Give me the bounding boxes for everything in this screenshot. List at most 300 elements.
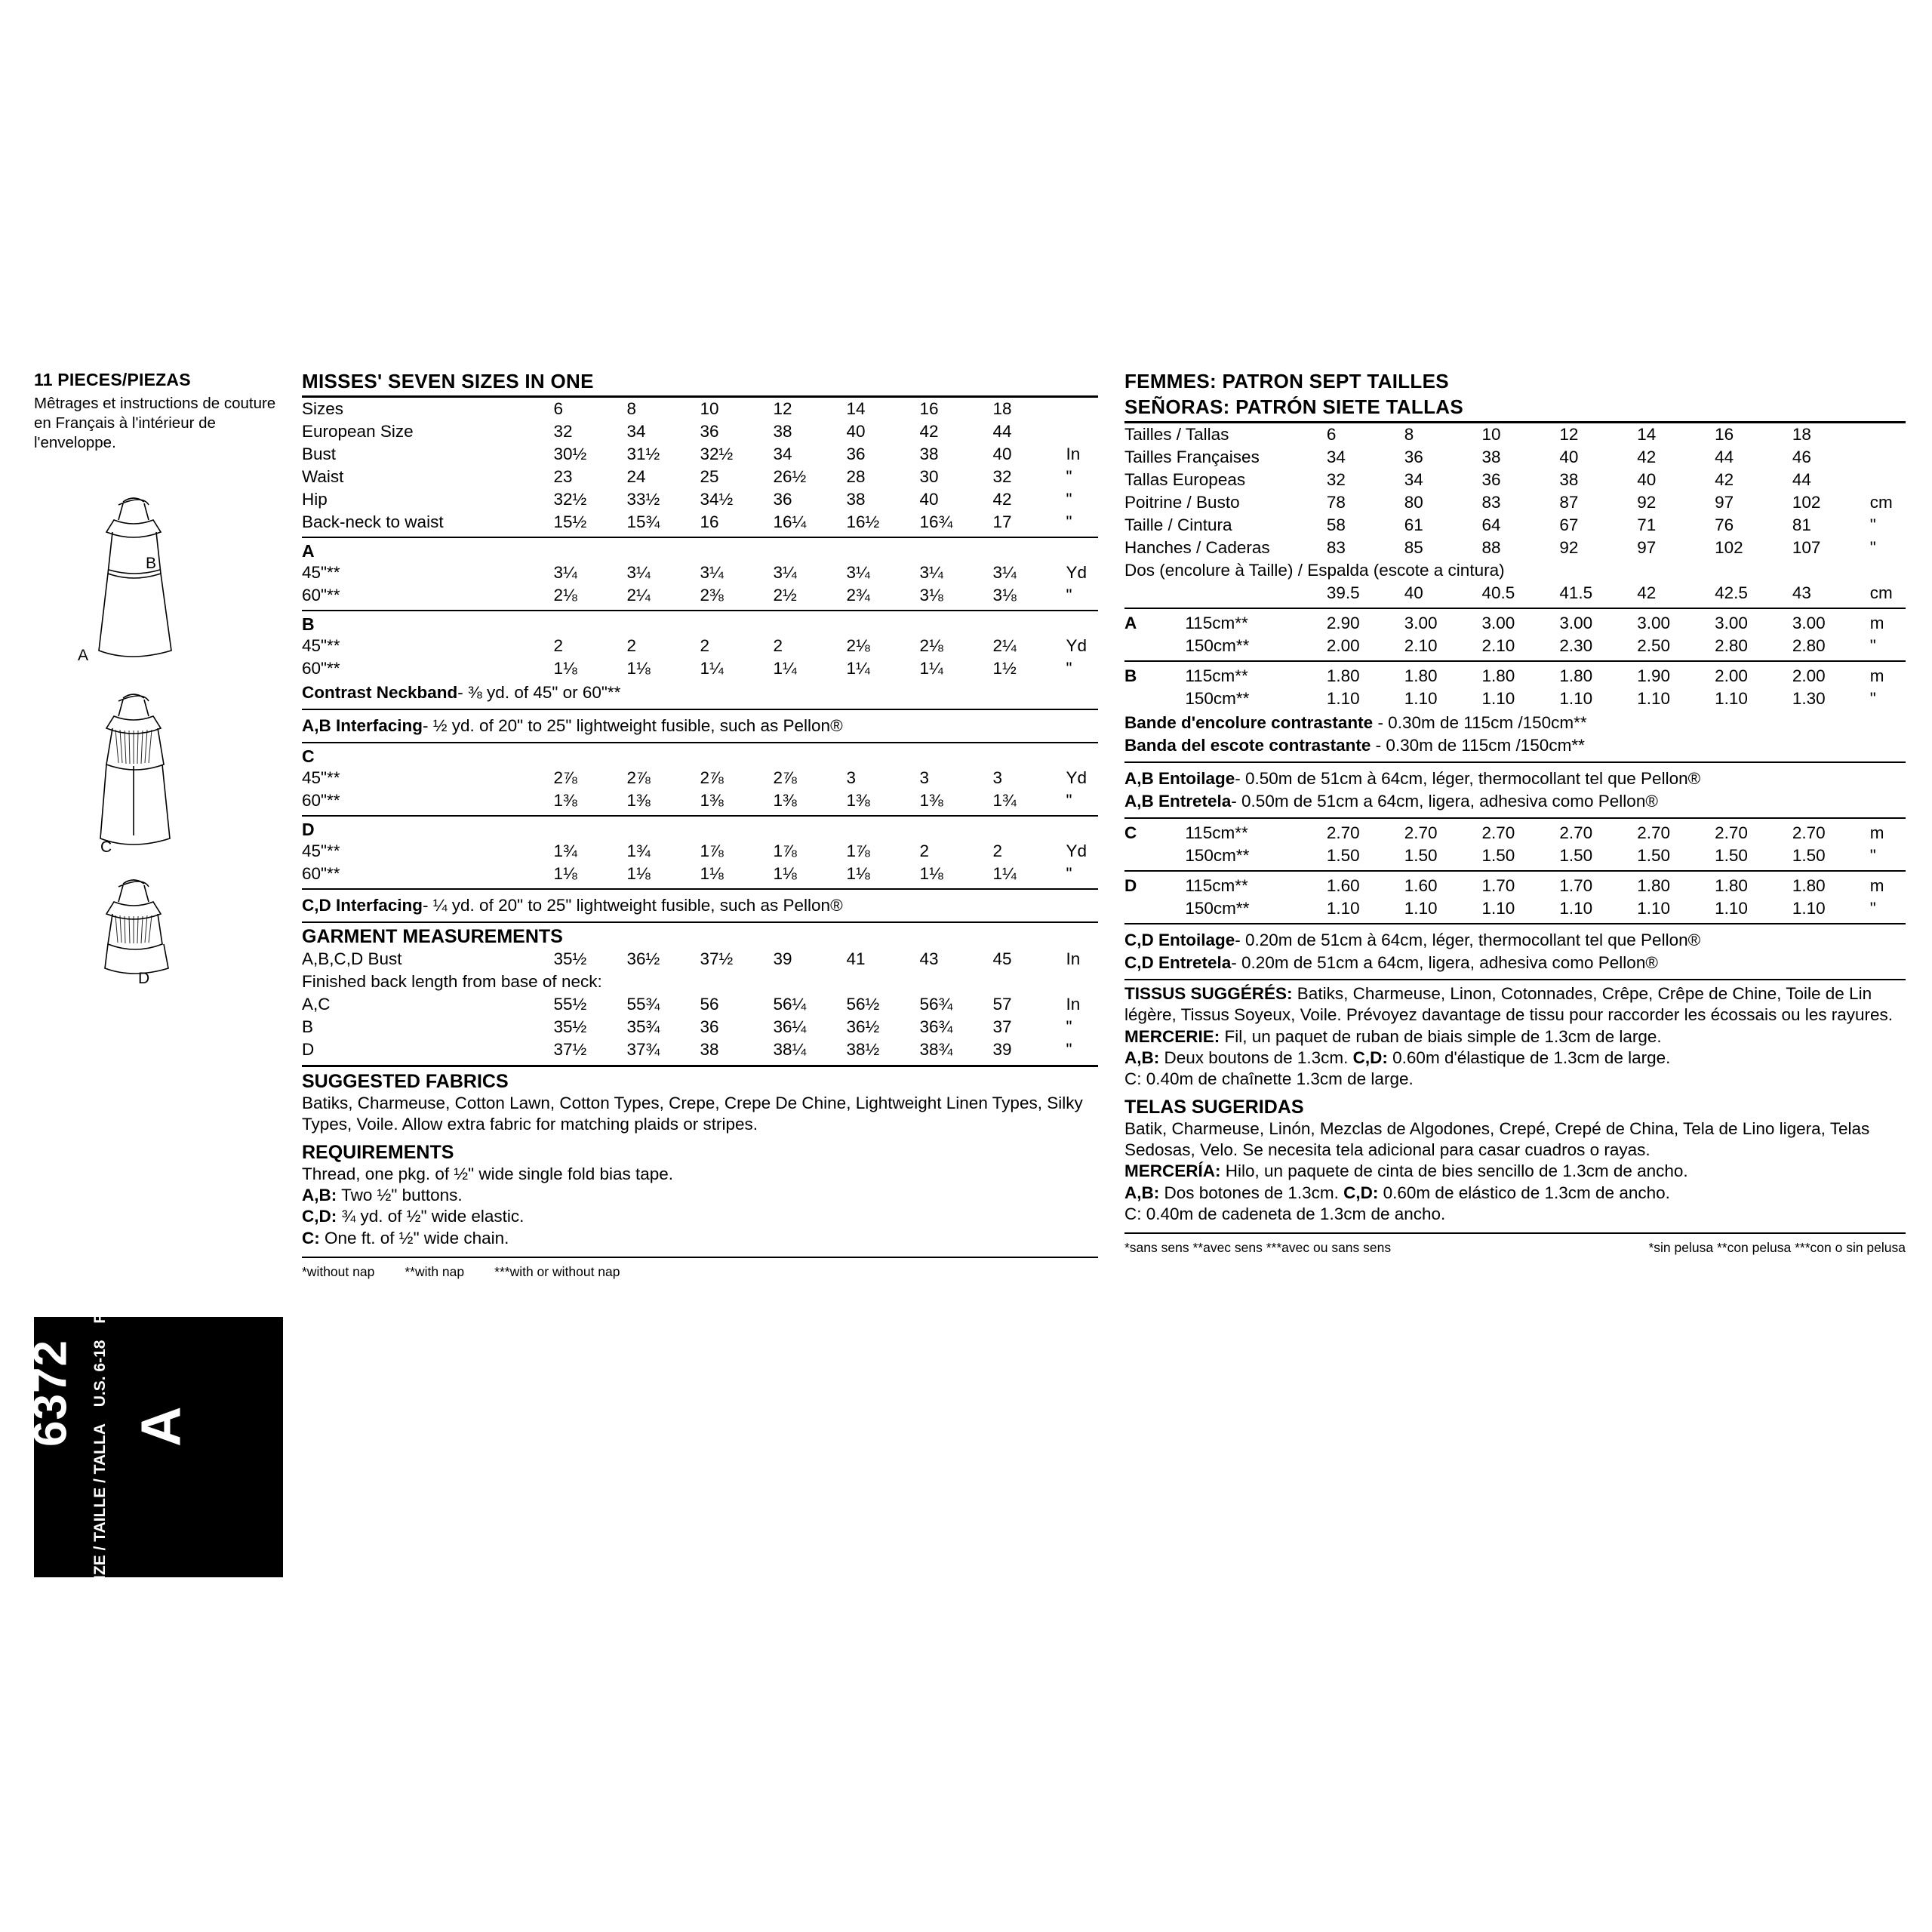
cell: 24 [626,467,646,486]
english-title: MISSES' SEVEN SIZES IN ONE [302,370,594,392]
row-label: 150cm** [1185,636,1250,655]
cell: 10 [1481,425,1501,444]
cell: 2 [700,636,709,655]
badge-size-meta [91,1129,109,1590]
cell: 1¾ [626,841,651,860]
cell: 1⅛ [773,864,797,883]
cell: 56 [700,995,719,1014]
unit: " [1066,1017,1072,1036]
cell: 1.60 [1404,876,1438,895]
cell: 2 [773,636,783,655]
table-row [302,561,1098,584]
cell: 40.5 [1481,583,1515,602]
view-a-heading: A [302,541,315,561]
cell: 2 [919,841,929,860]
cell: 38¾ [919,1040,953,1059]
cell: 3 [919,768,929,787]
cell: 55¾ [626,995,660,1014]
cell: 1.10 [1715,899,1748,918]
cell: 2.80 [1792,636,1826,655]
table-row [302,398,1098,420]
cell: 1⅛ [553,659,577,678]
cell: 40 [919,490,939,509]
cell: 3¼ [553,563,577,582]
cell: 46 [1792,448,1811,466]
row-label: 115cm** [1185,666,1248,685]
cell: 1¼ [700,659,724,678]
cell: 31½ [626,445,660,463]
table-row [302,511,1098,534]
view-c-heading-metric: C [1124,823,1137,842]
cell: 1.10 [1637,899,1671,918]
row-label [1124,582,1327,605]
cell: 1⅞ [846,841,870,860]
cell: 3 [846,768,856,787]
finished-length-label: Finished back length from base of neck: [302,972,602,991]
cell: 2⅞ [700,768,724,787]
cell: 33½ [626,490,660,509]
cell: 2.90 [1326,614,1360,632]
row-label: 60"** [302,659,340,678]
mercerie-ab-cd [1124,1048,1906,1069]
table-row [1124,446,1906,469]
cell: 40 [992,445,1012,463]
cell: 92 [1559,538,1579,557]
cell: 2½ [773,586,797,605]
cell: 1¼ [992,864,1017,883]
cell: 88 [1481,538,1501,557]
size-euro: EURO. 32-44 [91,1141,109,1237]
footnote-fr: *sans sens **avec sens ***avec ou sans sens [1124,1240,1392,1256]
row-label: 150cm** [1185,846,1250,865]
footnote-with-nap: **with nap [405,1264,465,1280]
unit: m [1869,823,1884,842]
cell: 2⅞ [773,768,797,787]
cell: 1.10 [1481,689,1515,708]
cell: 2⅜ [700,586,724,605]
cell: 26½ [773,467,807,486]
unit: " [1066,512,1072,531]
cell: 3.00 [1481,614,1515,632]
unit: m [1869,666,1884,685]
row-label: 115cm** [1185,876,1248,895]
cell: 3⅛ [992,586,1017,605]
row-label: Hip [302,490,328,509]
cell: 55½ [553,995,587,1014]
unit: " [1066,586,1072,605]
cell: 10 [700,399,719,418]
cell: 40 [846,422,866,441]
cell: 3.00 [1404,614,1438,632]
cell: 44 [1715,448,1734,466]
cell: 32½ [553,490,587,509]
row-label: European Size [302,422,414,441]
mercerie-heading: MERCERIE: [1124,1026,1220,1046]
ab-entretela-es [1124,792,1906,814]
cell: 30½ [553,445,587,463]
cell: 1⅛ [626,659,651,678]
cell: 1⅜ [700,791,724,810]
merceria-text: Hilo, un paquete de cinta de bies sencillo de 1.3cm de ancho. [1220,1161,1688,1181]
row-label: Tailles Françaises [1124,448,1260,466]
cell: 2.70 [1326,823,1360,842]
cell: 36¼ [773,1017,807,1036]
row-label: 45"** [302,768,340,787]
cell: 1⅛ [846,864,870,883]
unit: " [1066,791,1072,810]
unit: " [1869,636,1876,655]
view-b-heading-metric: B [1124,666,1137,685]
row-label: Sizes [302,399,344,418]
cell: 42.5 [1715,583,1748,602]
cell: 2.70 [1792,823,1826,842]
cell: 16½ [846,512,880,531]
requirements-ab-value: Two ½" buttons. [337,1186,463,1205]
table-row [1124,537,1906,559]
ab-entretela-label: A,B Entretela [1124,792,1232,811]
telas-sugeridas-text: Batik, Charmeuse, Linón, Mezclas de Algodones, Crepé, Crepé de China, Tela de Lino ligera, Telas Sedosas, Velo. Se necesita tela adicional para casar cuadros o rayas. [1124,1118,1870,1160]
cell: 1.80 [1559,666,1593,685]
view-d-yardage-table [302,840,1098,885]
table-row [302,840,1098,863]
cell: 1.10 [1637,689,1671,708]
table-row [302,420,1098,443]
unit [1870,469,1906,491]
cell: 32 [1326,470,1346,489]
cell: 2 [626,636,636,655]
cell: 1.80 [1637,876,1671,895]
cell: 6 [1326,425,1337,444]
left-column [34,370,283,1001]
cell: 2.00 [1715,666,1748,685]
dress-c-illustration [34,688,283,861]
cell: 83 [1481,493,1501,512]
ab-interfacing-value: - ½ yd. of 20" to 25" lightweight fusible, such as Pellon® [423,716,843,735]
table-row [1124,423,1906,446]
cell: 80 [1404,493,1423,512]
cell: 42 [1637,448,1657,466]
cell: 1.30 [1792,689,1826,708]
table-row [302,488,1098,511]
cell: 2.00 [1326,636,1360,655]
french-spanish-column [1124,370,1906,1256]
table-row [1124,491,1906,514]
unit: " [1869,538,1876,557]
cell: 3⅛ [919,586,943,605]
ab-entoilage-label: A,B Entoilage [1124,769,1235,788]
cell: 38 [773,422,792,441]
cell: 2¾ [846,586,870,605]
cell: 1¼ [846,659,870,678]
cell: 41 [846,949,866,968]
cell: 3.00 [1637,614,1671,632]
cell: 1⅜ [846,791,870,810]
footnote-es: *sin pelusa **con pelusa ***con o sin pelusa [1648,1240,1906,1256]
cell: 2¼ [992,636,1017,655]
table-row [302,443,1098,466]
requirements-c-value: One ft. of ½" wide chain. [319,1228,509,1247]
tissus-suggeres-heading: TISSUS SUGGÉRÉS: [1124,984,1293,1003]
figure-label-a: A [78,646,89,664]
cell: 67 [1559,515,1579,534]
cell: 12 [773,399,792,418]
row-label: 115cm** [1185,823,1248,842]
english-footnotes [302,1264,1098,1280]
row-label: Bust [302,445,337,463]
cell: 2⅞ [626,768,651,787]
cell: 102 [1715,538,1743,557]
cell: 1.80 [1326,666,1360,685]
unit: In [1066,445,1081,463]
row-label: 150cm** [1185,899,1250,918]
row-label: D [302,1040,315,1059]
unit: " [1869,846,1876,865]
cell: 36 [1481,470,1501,489]
cell: 1.60 [1326,876,1360,895]
table-row [1124,559,1906,582]
cell: 28 [846,467,866,486]
table-row [302,767,1098,789]
cell: 38¼ [773,1040,807,1059]
cell: 1.10 [1792,899,1826,918]
view-illustrations [34,485,283,988]
cell: 97 [1715,493,1734,512]
cell: 3¼ [700,563,724,582]
cell: 2 [553,636,563,655]
cell: 18 [992,399,1012,418]
contrast-neckband-value: - ⅜ yd. of 45" or 60"** [457,683,621,702]
cell: 45 [992,949,1012,968]
cell: 12 [1559,425,1579,444]
cell: 36¾ [919,1017,953,1036]
table-row [1124,582,1906,605]
cell: 1.80 [1715,876,1748,895]
cell: 35½ [553,949,587,968]
footnote-with-or-without-nap: ***with or without nap [494,1264,620,1280]
cell: 1⅛ [700,864,724,883]
cell: 42 [1715,470,1734,489]
dress-a-b-illustration [34,485,283,674]
cell: 1.10 [1481,899,1515,918]
table-row [302,1016,1098,1038]
cell: 2.50 [1637,636,1671,655]
metric-view-c-table [1124,822,1906,867]
cell: 8 [626,399,636,418]
cell: 16¾ [919,512,953,531]
garment-measurements-heading: GARMENT MEASUREMENTS [302,926,563,947]
requirements-c [302,1228,1098,1249]
cell: 1⅜ [919,791,943,810]
cd-entretela-value: - 0.20m de 51cm a 64cm, ligera, adhesiva como Pellon® [1231,953,1658,972]
view-a-heading-metric: A [1124,614,1137,632]
cd-entoilage-label: C,D Entoilage [1124,931,1235,949]
metric-view-d-table [1124,875,1906,920]
cell: 14 [846,399,866,418]
cell: 2⅛ [919,636,943,655]
cell: 58 [1326,515,1346,534]
table-row [1124,875,1906,897]
top-d-illustration [34,875,283,988]
cell: 2.80 [1715,636,1748,655]
table-row [302,584,1098,607]
requirements-ab-label: A,B: [302,1186,337,1205]
size-fr: FR. 34-46 [91,1253,109,1324]
cell: 1⅛ [626,864,651,883]
requirements-cd [302,1206,1098,1227]
cell: 3.00 [1559,614,1593,632]
view-a-yardage-table [302,561,1098,607]
table-row [1124,612,1906,635]
size-label: SIZE / TAILLE / TALLA [91,1423,109,1590]
unit [1870,446,1906,469]
cell: 1.10 [1326,689,1360,708]
row-label: 45"** [302,841,340,860]
merceria-ab-cd [1124,1183,1906,1204]
figure-label-b: B [146,554,157,572]
cell: 1.10 [1326,899,1360,918]
cell: 1.10 [1559,689,1593,708]
cell: 1⅜ [773,791,797,810]
cell: 2¼ [626,586,651,605]
merceria-c: C: 0.40m de cadeneta de 1.3cm de ancho. [1124,1204,1446,1224]
cell: 34 [626,422,646,441]
unit: Yd [1066,841,1087,860]
cell: 57 [992,995,1012,1014]
cell: 39 [992,1040,1012,1059]
cell: 8 [1404,425,1414,444]
unit: " [1066,864,1072,883]
cell: 1.10 [1715,689,1748,708]
cell: 1.80 [1481,666,1515,685]
cell: 42 [1637,583,1657,602]
cell: 1⅜ [626,791,651,810]
metric-view-a-table [1124,612,1906,657]
cell: 15¾ [626,512,660,531]
cell: 2.10 [1404,636,1438,655]
cell: 85 [1404,538,1423,557]
cell: 36½ [626,949,660,968]
table-row [1124,635,1906,657]
mercerie-line [1124,1026,1906,1048]
cell: 1⅛ [553,864,577,883]
cell: 16 [919,399,939,418]
unit: Yd [1066,563,1087,582]
cd-interfacing-note [302,893,1098,918]
english-size-table [302,398,1098,534]
row-label: Poitrine / Busto [1124,493,1240,512]
cell: 39.5 [1326,583,1360,602]
merceria-heading: MERCERÍA: [1124,1161,1221,1181]
unit: " [1066,1040,1072,1059]
row-label: 60"** [302,791,340,810]
cell: 3¼ [992,563,1017,582]
table-row [1124,897,1906,920]
contrast-neckband-es-label: Banda del escote contrastante [1124,736,1371,755]
size-us: U.S. 6-18 [91,1340,109,1407]
view-b-heading: B [302,614,315,634]
row-label: Tailles / Tallas [1124,425,1229,444]
figure-label-c: C [100,838,112,856]
figure-label-d: D [138,969,150,987]
cell: 36½ [846,1017,880,1036]
cell: 1.50 [1481,846,1515,865]
cell: 32 [992,467,1012,486]
cell: 40 [1559,448,1579,466]
cell: 1¼ [919,659,943,678]
cell: 14 [1637,425,1657,444]
cell: 1.10 [1404,899,1438,918]
cell: 1.70 [1559,876,1593,895]
unit: m [1869,614,1884,632]
cell: 1.50 [1559,846,1593,865]
table-row [302,789,1098,812]
cell: 25 [700,467,719,486]
cell: 102 [1792,493,1821,512]
cell: 1.90 [1637,666,1671,685]
badge-view-letter: A [129,1406,192,1447]
unit: " [1869,899,1876,918]
cell: 40 [1637,470,1657,489]
cell: 32½ [700,445,734,463]
unit: " [1066,659,1072,678]
cell: 2.10 [1481,636,1515,655]
cell: 2.00 [1792,666,1826,685]
suggested-fabrics-heading: SUGGESTED FABRICS [302,1071,509,1092]
contrast-neckband-es [1124,736,1906,758]
pieces-count: 11 PIECES/PIEZAS [34,370,191,389]
cell: 81 [1792,515,1811,534]
requirements-thread: Thread, one pkg. of ½" wide single fold bias tape. [302,1164,674,1183]
ab-entoilage-fr [1124,766,1906,792]
cell: 1⅜ [553,791,577,810]
table-row [302,1038,1098,1061]
cell: 35¾ [626,1017,660,1036]
cell: 40 [1404,583,1423,602]
cell: 43 [919,949,939,968]
cell: 16¼ [773,512,807,531]
cell: 36 [700,1017,719,1036]
metric-footnotes [1124,1240,1906,1256]
cell: 3.00 [1715,614,1748,632]
cell: 3¼ [919,563,943,582]
cell: 34½ [700,490,734,509]
cell: 56¾ [919,995,953,1014]
back-length-label: Dos (encolure à Taille) / Espalda (escote a cintura) [1124,561,1505,580]
cell: 34 [1404,470,1423,489]
row-label: B [302,1017,314,1036]
cell: 16 [1715,425,1734,444]
table-row [302,466,1098,488]
mercerie-cd-label: C,D: [1352,1048,1388,1068]
unit: Yd [1066,636,1087,655]
table-row [302,993,1098,1016]
cell: 1.10 [1559,899,1593,918]
table-row [1124,844,1906,867]
cell: 38 [919,445,939,463]
cell: 17 [992,512,1012,531]
row-label: Tallas Europeas [1124,470,1246,489]
tissus-suggeres [1124,983,1906,1026]
cell: 1.50 [1715,846,1748,865]
mercerie-cd-value: 0.60m d'élastique de 1.3cm de large. [1387,1048,1671,1068]
cell: 6 [553,399,563,418]
cell: 1¾ [992,791,1017,810]
cd-entoilage-value: - 0.20m de 51cm à 64cm, léger, thermocollant tel que Pellon® [1235,931,1701,949]
cd-interfacing-label: C,D Interfacing [302,896,423,915]
cell: 87 [1559,493,1579,512]
cell: 1⅛ [919,864,943,883]
cell: 37½ [553,1040,587,1059]
